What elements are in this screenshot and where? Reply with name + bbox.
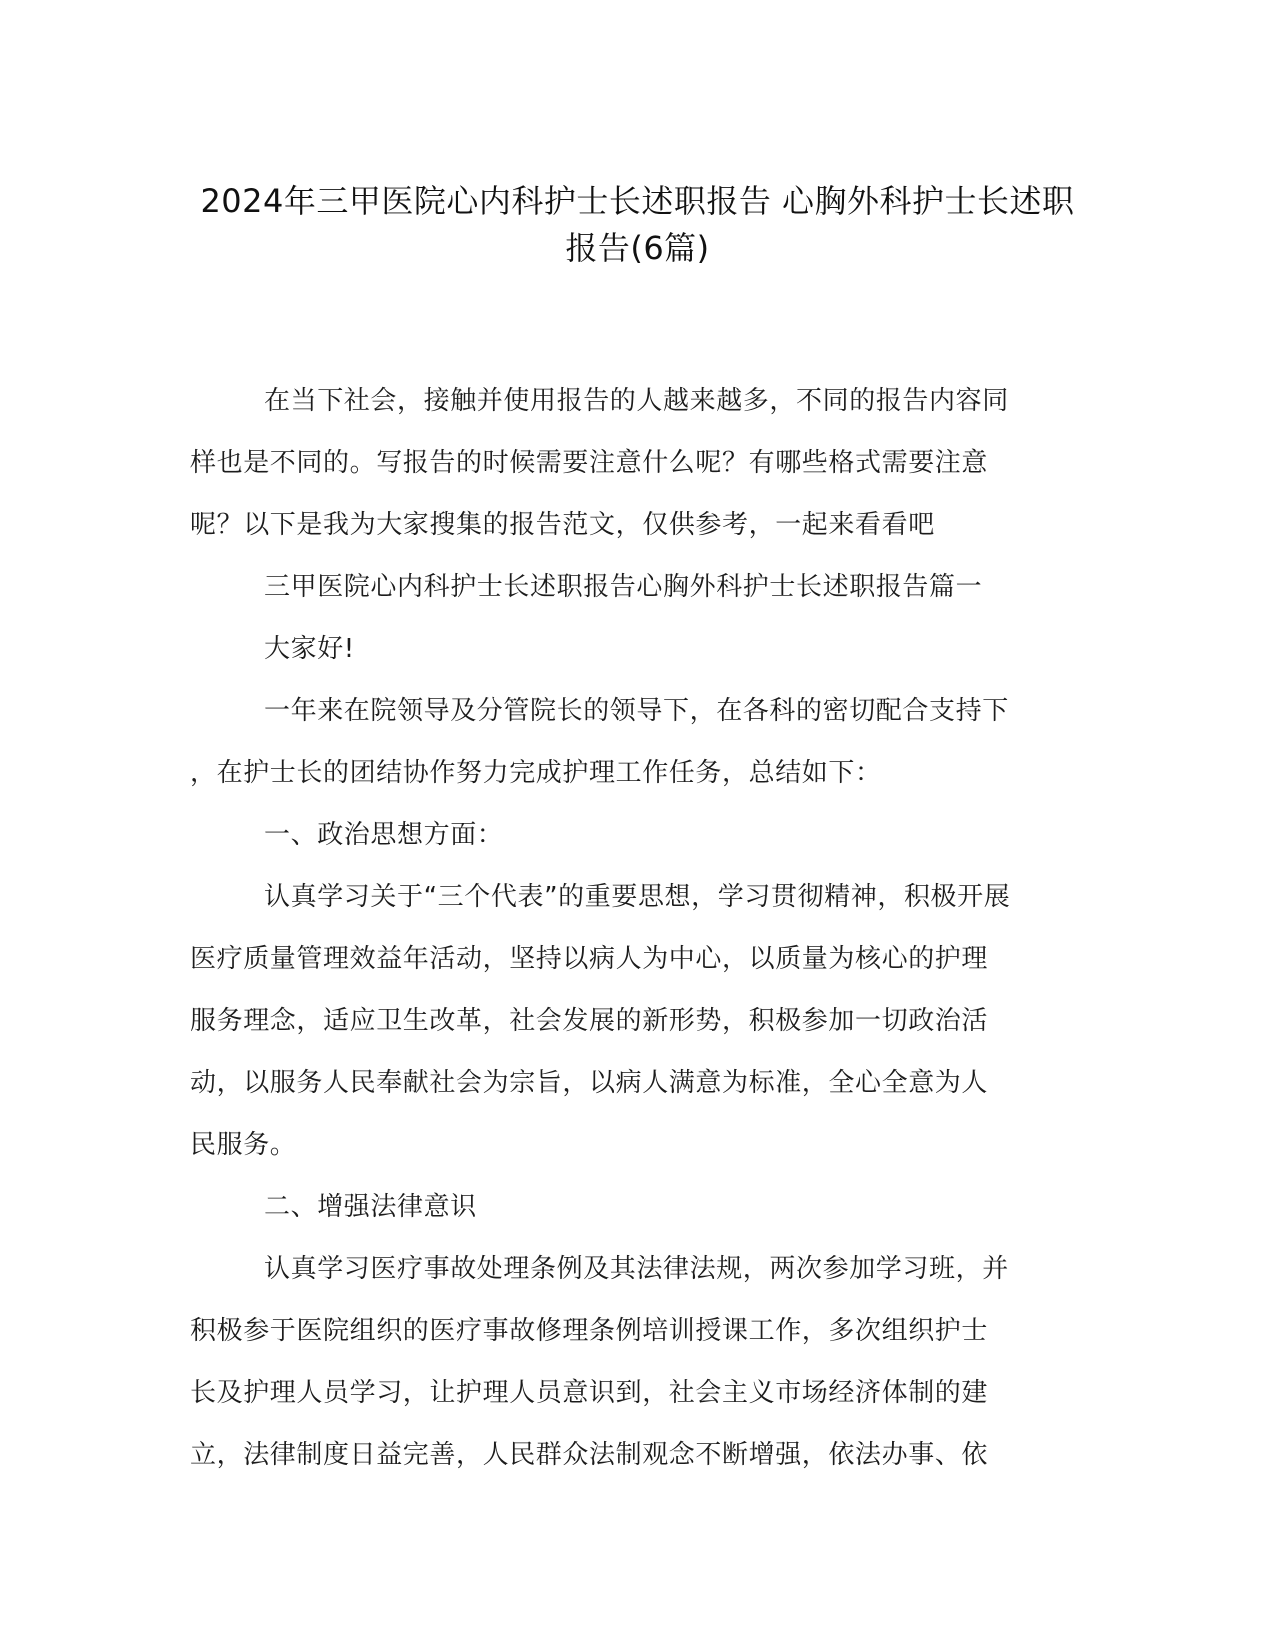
section-heading: 二、增强法律意识 xyxy=(264,1192,477,1222)
body-line: ，在护士长的团结协作努力完成护理工作任务，总结如下： xyxy=(190,758,882,788)
body-line: 认真学习医疗事故处理条例及其法律法规，两次参加学习班，并 xyxy=(264,1254,1009,1284)
body-line: 积极参于医院组织的医疗事故修理条例培训授课工作，多次组织护士 xyxy=(190,1316,989,1346)
body-line: 服务理念，适应卫生改革，社会发展的新形势，积极参加一切政治活 xyxy=(190,1006,989,1036)
body-line: 样也是不同的。写报告的时候需要注意什么呢？有哪些格式需要注意 xyxy=(190,448,989,478)
section-heading: 三甲医院心内科护士长述职报告心胸外科护士长述职报告篇一 xyxy=(264,572,983,602)
section-heading: 一、政治思想方面： xyxy=(264,820,504,850)
body-line: 医疗质量管理效益年活动，坚持以病人为中心，以质量为核心的护理 xyxy=(190,944,989,974)
title-line-1: 2024年三甲医院心内科护士长述职报告 心胸外科护士长述职 xyxy=(200,182,1075,220)
body-line: 在当下社会，接触并使用报告的人越来越多，不同的报告内容同 xyxy=(264,386,1009,416)
document-body xyxy=(190,370,1080,1486)
body-line: 民服务。 xyxy=(190,1130,297,1160)
title-line-2: 报告(6篇) xyxy=(565,229,710,267)
body-line: 动，以服务人民奉献社会为宗旨，以病人满意为标准，全心全意为人 xyxy=(190,1068,989,1098)
body-line: 长及护理人员学习，让护理人员意识到，社会主义市场经济体制的建 xyxy=(190,1378,989,1408)
body-line: 认真学习关于“三个代表”的重要思想，学习贯彻精神，积极开展 xyxy=(264,882,1011,912)
body-line: 呢？以下是我为大家搜集的报告范文，仅供参考，一起来看看吧 xyxy=(190,510,935,540)
document-title xyxy=(150,178,1125,272)
body-line: 立，法律制度日益完善，人民群众法制观念不断增强，依法办事、依 xyxy=(190,1440,989,1470)
greeting: 大家好! xyxy=(264,634,355,664)
body-line: 一年来在院领导及分管院长的领导下，在各科的密切配合支持下 xyxy=(264,696,1009,726)
